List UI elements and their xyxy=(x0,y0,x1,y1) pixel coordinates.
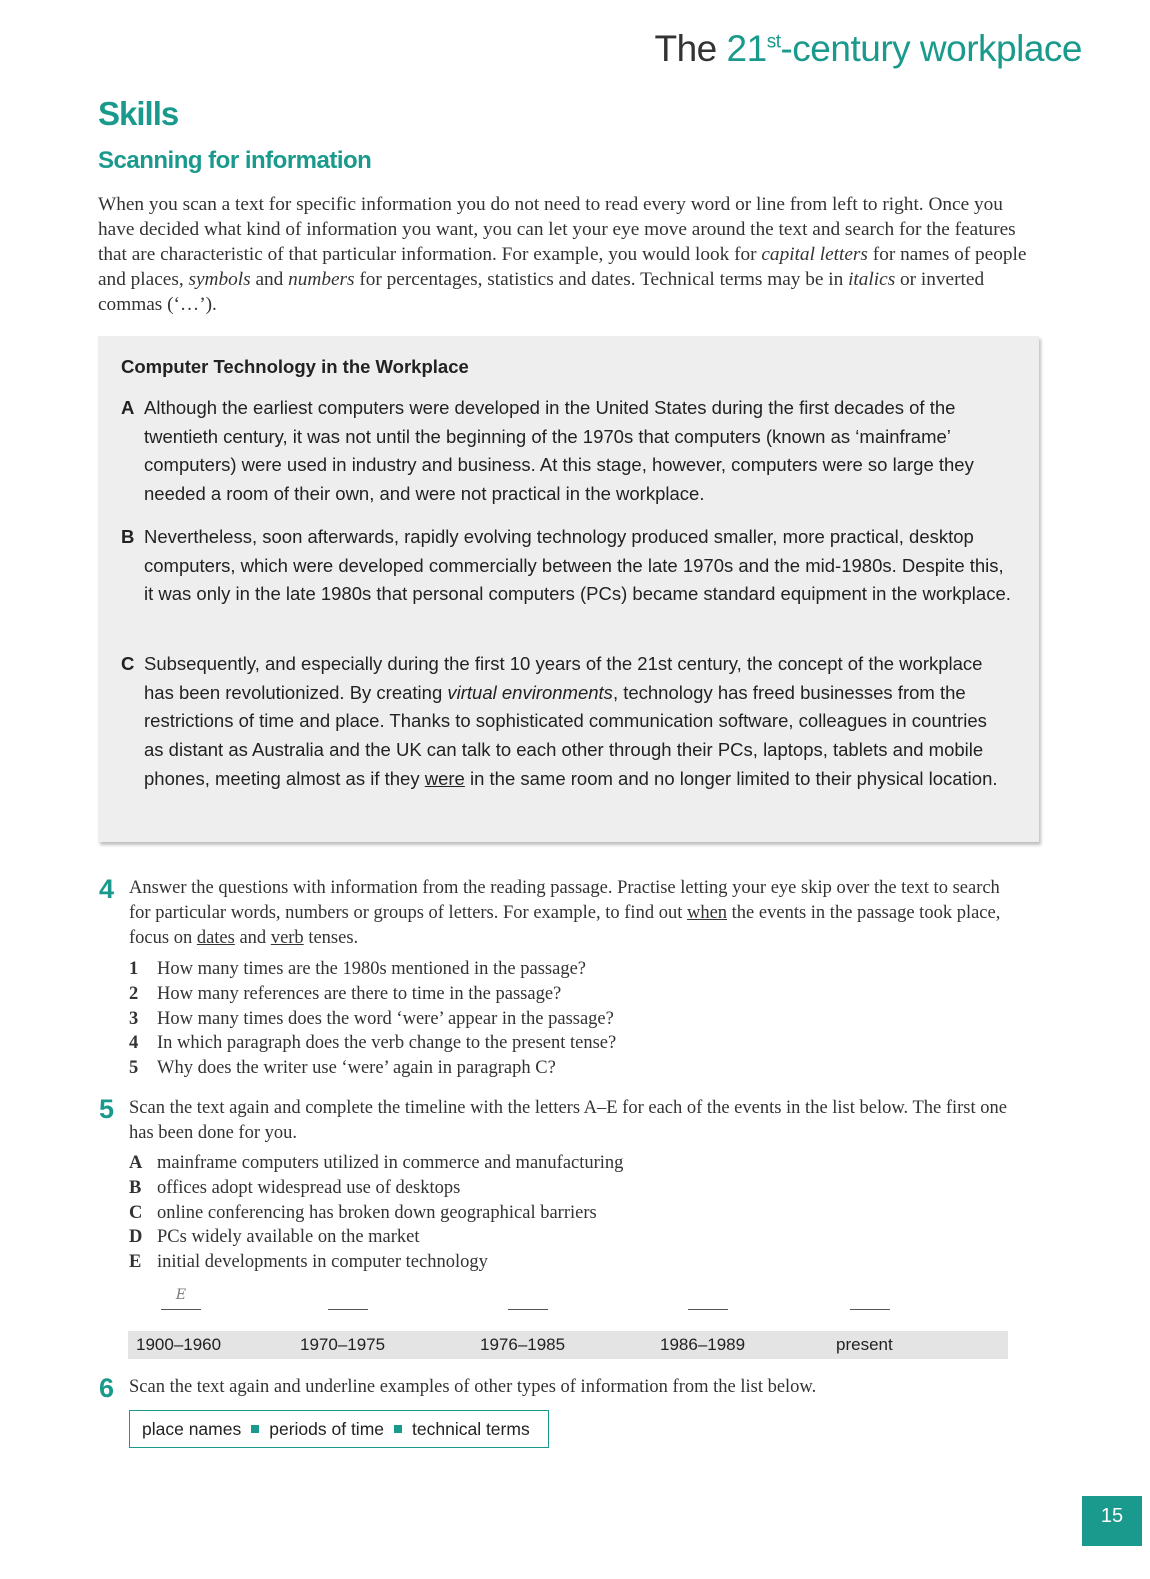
paragraph-letter: B xyxy=(121,526,135,547)
answer-blank-1[interactable]: E xyxy=(161,1287,201,1310)
answer-blank-3[interactable] xyxy=(508,1287,548,1310)
answer-blank-2[interactable] xyxy=(328,1287,368,1310)
timeline-label: 1970–1975 xyxy=(300,1335,386,1354)
exercise-4-questions xyxy=(129,957,616,1081)
term-item: periods of time xyxy=(269,1418,385,1439)
answer-blank-4[interactable] xyxy=(688,1287,728,1310)
list-item: 2 How many references are there to time in the passage? xyxy=(129,983,562,1004)
list-item: D PCs widely available on the market xyxy=(129,1227,420,1248)
timeline-answer-blanks xyxy=(128,1287,1008,1317)
timeline-label: present xyxy=(836,1335,893,1354)
section-heading: Skills xyxy=(98,95,179,132)
paragraph-letter: A xyxy=(121,397,135,418)
list-item: 1 How many times are the 1980s mentioned in the passage? xyxy=(129,959,586,979)
reading-title: Computer Technology in the Workplace xyxy=(121,356,469,377)
list-item: 4 In which paragraph does the verb change to the present tense? xyxy=(129,1033,617,1054)
answer-blank-5[interactable] xyxy=(850,1287,890,1310)
square-bullet-icon xyxy=(251,1425,259,1433)
paragraph-text: Nevertheless, soon afterwards, rapidly evolving technology produced smaller, more practical, desktop computers, which were developed commercially between the late 1970s and the mid-1980s. Despite this, it was only in the late 1980s that personal computers (PCs) became standard equipment in the workplace. xyxy=(144,526,1011,605)
list-item: C online conferencing has broken down geographical barriers xyxy=(129,1202,597,1223)
exercise-5-number: 5 xyxy=(99,1094,115,1124)
list-item: B offices adopt widespread use of desktops xyxy=(129,1177,461,1198)
square-bullet-icon xyxy=(394,1425,402,1433)
timeline-label: 1900–1960 xyxy=(136,1335,222,1354)
paragraph-b xyxy=(121,523,1011,609)
page-number: 15 xyxy=(1082,1496,1142,1546)
paragraph-text: Although the earliest computers were developed in the United States during the first decades of the twentieth century, it was not until the beginning of the 1970s that computers (known as ‘mainframe’ computers) were used in industry and business. At this stage, however, computers were so large they needed a room of their own, and were not practical in the workplace. xyxy=(144,397,974,505)
paragraph-letter: C xyxy=(121,653,135,674)
exercise-5-events xyxy=(129,1151,623,1275)
exercise-6-instruction: Scan the text again and underline examples of other types of information from the list below. xyxy=(129,1377,817,1397)
timeline-label: 1976–1985 xyxy=(480,1335,566,1354)
timeline-bar xyxy=(128,1331,1008,1359)
exercise-4-instruction: Answer the questions with information from the reading passage. Practise letting your eye skip over the text to search for particular words, numbers or groups of letters. For example, to find out when the events in the passage took place, focus on dates and verb tenses. xyxy=(129,878,1001,948)
list-item: E initial developments in computer technology xyxy=(129,1252,488,1273)
term-list-box xyxy=(129,1410,549,1448)
exercise-4-number: 4 xyxy=(99,874,115,904)
term-item: technical terms xyxy=(412,1418,530,1439)
page-header-title: The 21st-century workplace xyxy=(654,28,1082,69)
paragraph-a xyxy=(121,394,1011,509)
paragraph-text: Subsequently, and especially during the first 10 years of the 21st century, the concept of the workplace has been revolutionized. By creating virtual environments, technology has freed businesses from the restrictions of time and place. Thanks to sophisticated communication software, colleagues in countries as distant as Australia and the UK can talk to each other through their PCs, laptops, tablets and mobile phones, meeting almost as if they were in the same room and no longer limited to their physical location. xyxy=(144,653,998,789)
timeline-label: 1986–1989 xyxy=(660,1335,746,1354)
list-item: A mainframe computers utilized in commerce and manufacturing xyxy=(129,1153,624,1173)
paragraph-c xyxy=(121,650,1011,794)
exercise-5-instruction: Scan the text again and complete the timeline with the letters A–E for each of the events in the list below. The first one has been done for you. xyxy=(129,1098,1007,1143)
exercise-6-number: 6 xyxy=(99,1373,115,1403)
list-item: 3 How many times does the word ‘were’ appear in the passage? xyxy=(129,1008,614,1029)
section-subheading: Scanning for information xyxy=(98,147,372,174)
intro-paragraph: When you scan a text for specific information you do not need to read every word or line from left to right. Once you have decided what kind of information you want, you can let your eye move around the text and search for the features that are characteristic of that particular information. For example, you would look for capital letters for names of people and places, symbols and numbers for percentages, statistics and dates. Technical terms may be in italics or inverted commas (‘…’). xyxy=(98,194,1027,315)
reading-passage-box xyxy=(98,336,1039,842)
list-item: 5 Why does the writer use ‘were’ again in paragraph C? xyxy=(129,1058,556,1079)
term-item: place names xyxy=(142,1418,242,1439)
